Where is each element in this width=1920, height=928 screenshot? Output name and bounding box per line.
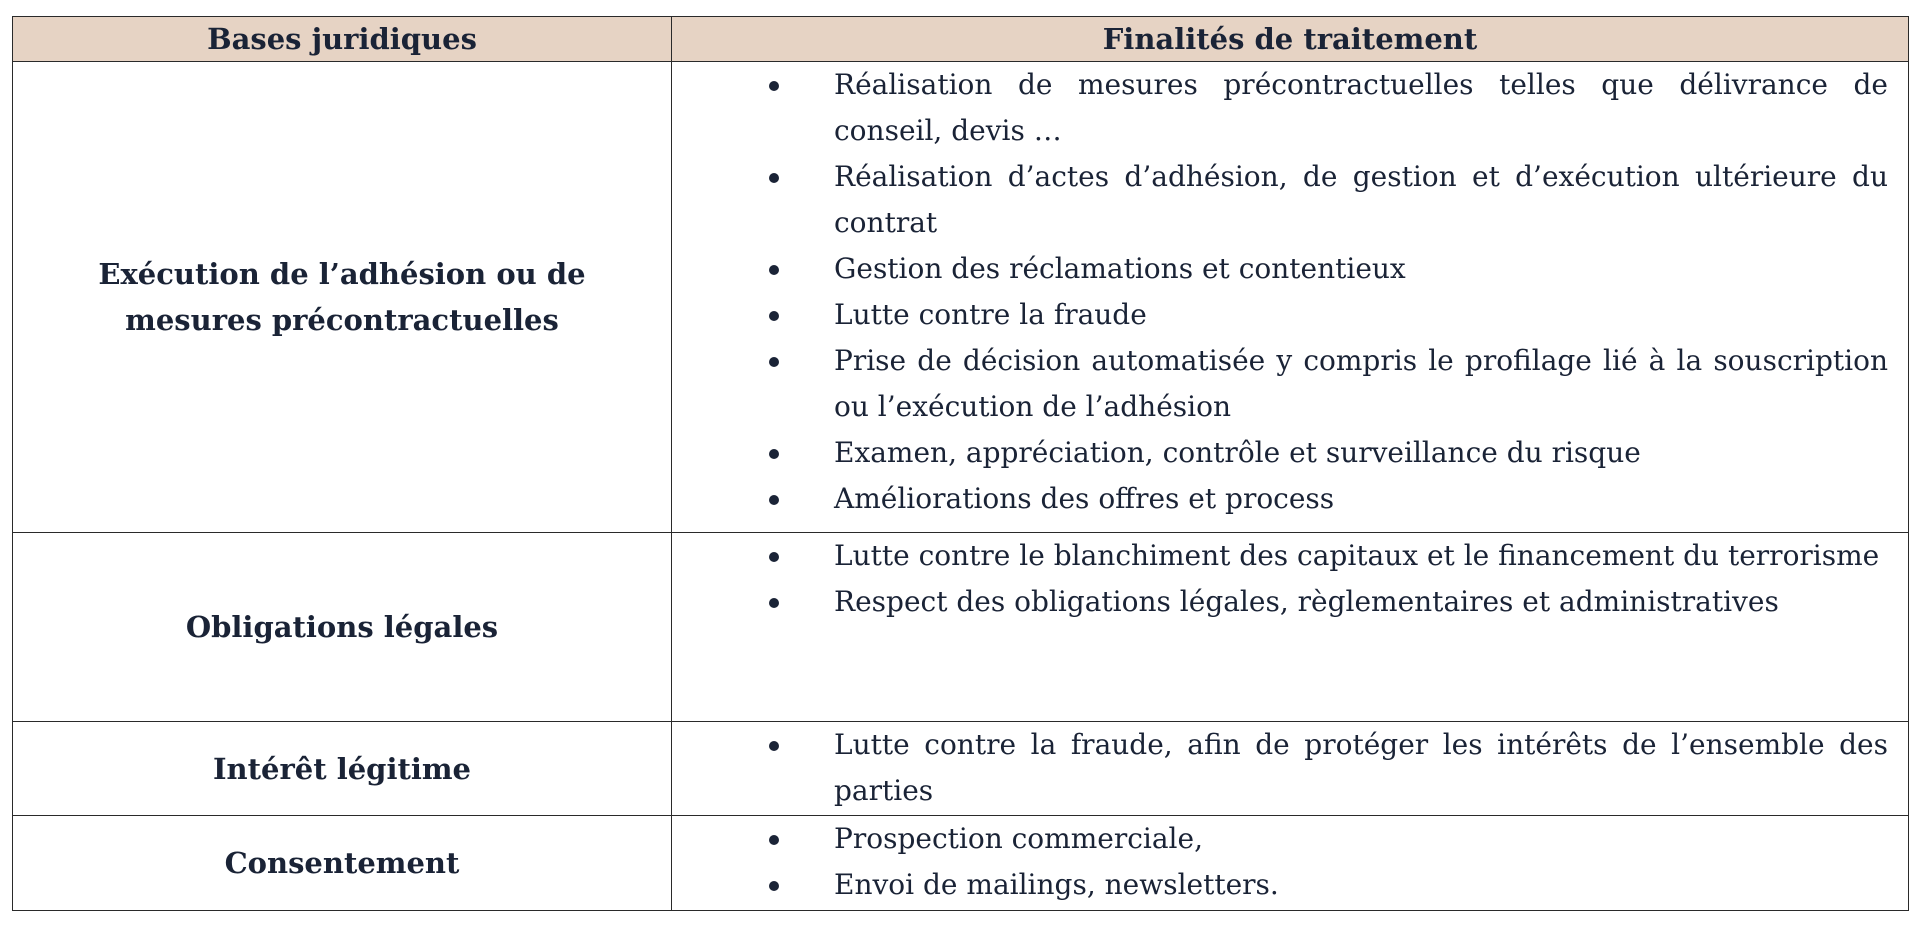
table-row	[13, 62, 1909, 533]
list-item	[672, 579, 1888, 625]
list-item-text: Respect des obligations légales, règlementaires et administratives	[834, 585, 1779, 618]
bullet-icon	[769, 552, 779, 562]
list-item-text: Prospection commerciale,	[834, 822, 1203, 855]
purposes-cell	[672, 533, 1909, 722]
purposes-cell	[672, 62, 1909, 533]
purposes-list	[672, 722, 1888, 814]
table-row	[13, 722, 1909, 816]
list-item-text: Lutte contre la fraude, afin de protéger les intérêts de l’ensemble des parties	[834, 728, 1888, 807]
list-item	[672, 816, 1888, 862]
bullet-icon	[769, 835, 779, 845]
list-item-text: Examen, appréciation, contrôle et surveillance du risque	[834, 436, 1641, 469]
purposes-list	[672, 62, 1888, 522]
bullet-icon	[769, 495, 779, 505]
list-item	[672, 62, 1888, 154]
list-item	[672, 430, 1888, 476]
bullet-icon	[769, 265, 779, 275]
table-row	[13, 816, 1909, 911]
table-row	[13, 533, 1909, 722]
list-item-text: Lutte contre le blanchiment des capitaux et le financement du terrorisme	[834, 539, 1880, 572]
bullet-icon	[769, 81, 779, 91]
table-header-row	[13, 17, 1909, 62]
list-item-text: Réalisation de mesures précontractuelles telles que délivrance de conseil, devis …	[834, 68, 1888, 147]
legal-bases-table	[12, 16, 1909, 911]
bullet-icon	[769, 741, 779, 751]
purposes-cell	[672, 816, 1909, 911]
bullet-icon	[769, 881, 779, 891]
list-item	[672, 533, 1888, 579]
list-item	[672, 154, 1888, 246]
list-item	[672, 476, 1888, 522]
purposes-cell	[672, 722, 1909, 816]
list-item	[672, 292, 1888, 338]
list-item-text: Prise de décision automatisée y compris le profilage lié à la souscription ou l’exécution de l’adhésion	[834, 344, 1888, 423]
basis-cell: Obligations légales	[13, 533, 672, 722]
basis-cell: Intérêt légitime	[13, 722, 672, 816]
list-item-text: Lutte contre la fraude	[834, 298, 1147, 331]
basis-cell: Consentement	[13, 816, 672, 911]
bullet-icon	[769, 598, 779, 608]
bullet-icon	[769, 449, 779, 459]
list-item-text: Gestion des réclamations et contentieux	[834, 252, 1406, 285]
bullet-icon	[769, 357, 779, 367]
legal-bases-table-container	[12, 16, 1908, 911]
header-finalites: Finalités de traitement	[672, 17, 1909, 62]
basis-cell: Exécution de l’adhésion ou de mesures précontractuelles	[13, 62, 672, 533]
list-item	[672, 338, 1888, 430]
purposes-list	[672, 816, 1888, 908]
purposes-list	[672, 533, 1888, 625]
list-item-text: Améliorations des offres et process	[834, 482, 1335, 515]
list-item	[672, 862, 1888, 908]
bullet-icon	[769, 173, 779, 183]
list-item	[672, 246, 1888, 292]
bullet-icon	[769, 311, 779, 321]
list-item	[672, 722, 1888, 814]
header-bases-juridiques: Bases juridiques	[13, 17, 672, 62]
list-item-text: Envoi de mailings, newsletters.	[834, 868, 1279, 901]
list-item-text: Réalisation d’actes d’adhésion, de gestion et d’exécution ultérieure du contrat	[834, 160, 1888, 239]
